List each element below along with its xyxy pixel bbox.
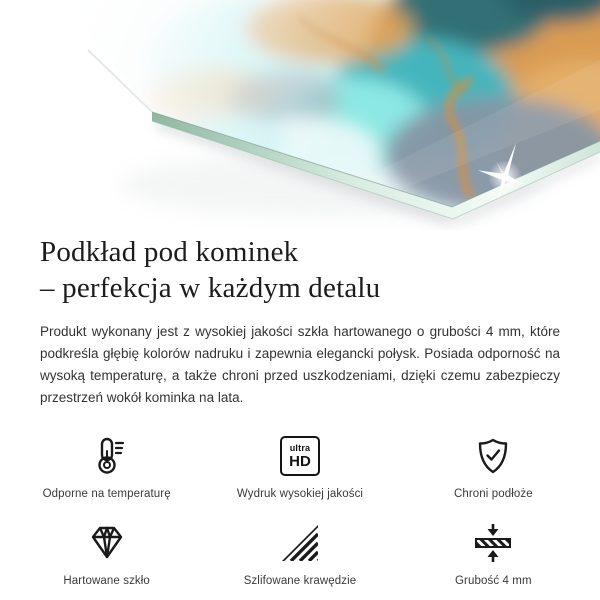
- feature-label: Odporne na temperaturę: [42, 488, 171, 500]
- thermometer-icon: [87, 435, 127, 477]
- ultra-hd-text-bottom: HD: [289, 452, 311, 470]
- feature-label: Chroni podłoże: [453, 488, 533, 500]
- feature-protects-floor: [397, 435, 590, 500]
- feature-polished-edges: [203, 522, 396, 587]
- product-info-section: [0, 234, 600, 409]
- shield-check-icon: [473, 435, 513, 477]
- features-grid: [10, 435, 590, 587]
- feature-label: Grubość 4 mm: [455, 575, 532, 587]
- glass-panel-illustration: [0, 0, 600, 230]
- feature-thickness: [397, 522, 590, 587]
- title-line-2: – perfekcja w każdym detalu: [40, 272, 381, 304]
- feature-tempered-glass: [10, 522, 203, 587]
- ultra-hd-text-top: ultra: [289, 442, 311, 453]
- diamond-icon: [87, 522, 127, 564]
- polished-edges-icon: [280, 522, 320, 564]
- feature-label: Szlifowane krawędzie: [243, 575, 357, 587]
- product-photo: [0, 0, 600, 230]
- title-line-1: Podkład pod kominek: [40, 236, 299, 268]
- thickness-icon: [471, 522, 515, 564]
- feature-heat-resistant: [10, 435, 203, 500]
- product-description: Produkt wykonany jest z wysokiej jakości szkła hartowanego o grubości 4 mm, które podkreśla głębię kolorów nadruku i zapewnia elegancki połysk. Posiada odporność na wysoką temperaturę, a także chroni przed uszkodzeniami, dzięki czemu zabezpieczy przestrzeń wokół kominka na lata.: [40, 324, 560, 405]
- feature-label: Hartowane szkło: [63, 575, 150, 587]
- feature-label: Wydruk wysokiej jakości: [236, 488, 364, 500]
- page-title: [40, 234, 560, 306]
- feature-print-quality: [203, 435, 396, 500]
- ultra-hd-icon: [280, 435, 320, 477]
